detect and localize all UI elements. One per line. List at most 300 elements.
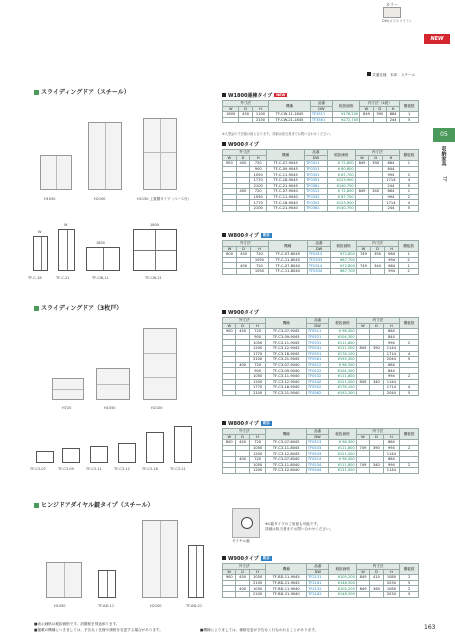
header-ih: H [383, 155, 400, 161]
cell-sh: 5 [400, 580, 419, 586]
color-note: DW(オフホワイト) [382, 19, 411, 23]
cabinet-hinged-h1050 [46, 562, 82, 598]
cell-price: ¥72,800 [331, 252, 357, 258]
cell-w: 1800 [223, 112, 239, 118]
cell-model: TF-C3-07-9045 [266, 329, 306, 335]
header-size: 外寸法 [223, 429, 266, 435]
table-row [223, 268, 419, 274]
header-inner: 内寸法 [356, 241, 398, 247]
header-id: D [373, 106, 386, 112]
cell-price: ¥176,100 [329, 385, 356, 391]
color-label: カラー [386, 2, 398, 7]
cell-ih: 1144 [383, 345, 400, 351]
header-w: W [223, 155, 237, 161]
header-id: D [370, 323, 383, 329]
cell-ih: 2044 [383, 390, 400, 396]
cell-price: ¥176,100 [329, 351, 356, 357]
cell-id: 340 [371, 263, 385, 269]
cell-model: TF-C3-18-9045 [266, 351, 306, 357]
cell-ih: 664 [383, 362, 400, 368]
cell-model: TF-C3-07-8045 [266, 440, 306, 446]
cell-ih: 884 [386, 112, 399, 118]
cell-price: ¥ 72,800 [327, 189, 355, 195]
cell-id [371, 268, 385, 274]
cell-h: 2100 [249, 591, 266, 597]
cell-h: 1200 [249, 379, 266, 385]
cell-model: TF-C-07-8045 [268, 252, 307, 258]
cell-h: 1050 [249, 462, 266, 468]
cell-h: 720 [251, 252, 268, 258]
header-product: 品番 [307, 564, 329, 570]
header-d: D [239, 106, 252, 112]
cell-sh: 4 [399, 200, 418, 206]
cell-price: ¥105,200 [329, 586, 356, 592]
cell-sh: 2 [399, 257, 419, 263]
header-shelves: 棚板数 [400, 564, 419, 575]
cell-sh: 2 [399, 172, 418, 178]
section-title-3door: スライディングドア（3枚戸） [34, 303, 122, 312]
cell-cw: TF0362 [305, 205, 328, 211]
cell-cw: TF3561 [310, 117, 332, 123]
cell-price: ¥111,800 [329, 462, 356, 468]
caption-h1050: H1050 [44, 197, 56, 201]
outline-tf-bd-11 [98, 570, 116, 598]
w900b-title: W900タイプ [222, 309, 259, 316]
cell-id: 410 [370, 575, 383, 581]
header-ih: H [383, 434, 400, 440]
header-id: D [369, 155, 383, 161]
cell-h: 1200 [249, 468, 266, 474]
dial-lock-icon [241, 517, 253, 529]
cell-sh: 4 [400, 385, 419, 391]
outline-tf-c3-12 [118, 443, 136, 463]
cell-h: 2100 [249, 580, 266, 586]
cell-w [223, 117, 239, 123]
cell-id: 390 [371, 252, 385, 258]
cell-cw: TF0551 [306, 351, 328, 357]
cell-price: ¥121,500 [329, 451, 356, 457]
new-badge: NEW [424, 34, 450, 44]
cell-id: 340 [370, 379, 383, 385]
cell-ih: 844 [383, 166, 400, 172]
header-w: W [223, 246, 237, 252]
header-iw: W [356, 434, 369, 440]
header-product: 品番 [306, 318, 328, 324]
cell-price: ¥ 96,300 [329, 329, 356, 335]
cell-id: 390 [370, 445, 383, 451]
header-h: H [249, 569, 266, 575]
cell-cw: TF2161 [307, 580, 329, 586]
header-inner: 内寸法（1段） [360, 101, 400, 107]
cell-ih: 1714 [383, 200, 400, 206]
cell-ih: 244 [383, 205, 400, 211]
cell-sh: 1 [400, 112, 419, 118]
cell-model: TF-C3-12-9045 [266, 345, 306, 351]
header-size: 外寸法 [223, 101, 269, 107]
cell-ih: 2030 [383, 580, 400, 586]
cell-h: 720 [250, 161, 267, 167]
cell-cw: TF0562 [306, 390, 328, 396]
cell-model: TF-C-11-8040 [268, 268, 307, 274]
w1800-note: ※大型品の寸法値は仮となります。詳細は担当者までお問い合わせください。 [222, 132, 333, 136]
cell-price: ¥121,500 [329, 379, 356, 385]
cell-cw: TF0533 [306, 445, 328, 451]
cell-model: TF-C3-12-8045 [266, 451, 306, 457]
caption-3door-1: H720 [62, 406, 72, 410]
cabinet-3door-h720 [52, 378, 84, 400]
header-price: 税抜価格 [327, 150, 355, 161]
cell-ih: 244 [383, 183, 400, 189]
cell-h: 1050 [249, 586, 266, 592]
cell-model: TF-C-21-9040 [267, 205, 305, 211]
cell-ih: 1714 [383, 385, 400, 391]
header-price: 税抜価格 [329, 429, 356, 440]
header-ih: H [383, 323, 400, 329]
cell-ih: 994 [383, 462, 400, 468]
cell-model: TF-BD-11-9045 [266, 575, 307, 581]
footer-note-2: ■掲載の機種につきましては、予告なく仕様や価格を変更する場合があります。 [34, 628, 163, 632]
cell-cw: TF0513 [306, 440, 328, 446]
outline-hinged-label-1: TF-BD-11 [98, 604, 115, 608]
cell-price: ¥ 96,300 [329, 456, 356, 462]
page-number: 163 [424, 624, 436, 631]
header-ih: H [386, 106, 399, 112]
cell-h: 1050 [249, 445, 266, 451]
header-dw: DW [310, 106, 332, 112]
cell-cw: TF0521 [306, 334, 328, 340]
cell-sh: 1 [399, 263, 419, 269]
cell-h: 720 [249, 440, 266, 446]
header-shelves: 棚板数 [400, 429, 419, 440]
cell-h: 1770 [250, 177, 267, 183]
cell-price: ¥193,300 [329, 390, 356, 396]
cell-d: 450 [236, 329, 249, 335]
cell-d [236, 205, 250, 211]
table-row [223, 117, 419, 123]
cell-model: TF-C3-11-9040 [266, 373, 306, 379]
cell-h: 2100 [250, 183, 267, 189]
cell-price: ¥87,700 [331, 268, 357, 274]
cell-sh: 5 [400, 357, 419, 363]
cell-sh: 1 [399, 252, 419, 258]
header-w: W [223, 569, 236, 575]
header-ih: H [385, 246, 399, 252]
header-ih: H [383, 569, 400, 575]
cell-cw: TF2132 [307, 586, 329, 592]
footer-note-3: ■機種によりましては、価格変更が予告なく行なわれることがあります。 [200, 628, 319, 632]
header-model: 機種 [267, 150, 305, 161]
w800-title: W800タイプ 既存 [222, 232, 272, 239]
cell-ih: 1144 [383, 468, 400, 474]
cell-d: 450 [236, 575, 249, 581]
cell-sh: 5 [400, 591, 419, 597]
cell-h: 2100 [249, 390, 266, 396]
cell-model: TF-BD-21-9045 [266, 580, 307, 586]
header-price: 税抜価格 [333, 101, 360, 112]
cell-model: TF-C3-12-8040 [266, 468, 306, 474]
cell-id [370, 390, 383, 396]
cell-price: ¥121,500 [329, 345, 356, 351]
cell-price: ¥ 96,300 [329, 362, 356, 368]
cell-cw: TF0312 [305, 189, 328, 195]
cell-ih: 664 [383, 161, 400, 167]
cell-cw: TF2131 [307, 575, 329, 581]
cell-ih: 1080 [383, 586, 400, 592]
cell-cw: TF0534 [306, 462, 328, 468]
cell-iw: 849 [360, 112, 373, 118]
dim-1800-a: 1800 [96, 241, 105, 245]
cell-h: 1200 [249, 345, 266, 351]
outline-hinged-label-2: TF-BD-21 [186, 604, 203, 608]
w900-spec-table [222, 149, 419, 212]
outline-label-1: TF-C-18 [28, 276, 42, 280]
outline-3door-label-3: TF-C3-11 [86, 467, 102, 471]
table-row [223, 591, 419, 597]
cell-iw [356, 268, 370, 274]
header-shelves: 棚板数 [400, 318, 419, 329]
cell-h: 900 [249, 334, 266, 340]
cell-sh: 1 [399, 161, 418, 167]
cabinet-h2150 [143, 118, 177, 190]
outline-tf-cw-11 [86, 247, 120, 271]
cell-cw: TF2162 [307, 591, 329, 597]
cell-iw [356, 390, 369, 396]
header-h: H [252, 106, 268, 112]
cell-sh: 2 [400, 445, 419, 451]
header-inner: 内寸法 [356, 429, 399, 435]
cell-h: 720 [249, 362, 266, 368]
cell-w: 900 [223, 575, 236, 581]
cell-sh: 2 [400, 462, 419, 468]
dim-w-1: W [38, 230, 42, 234]
cell-id [373, 117, 386, 123]
cell-sh: 4 [400, 351, 419, 357]
cell-iw [360, 117, 373, 123]
w800-spec-table [222, 240, 419, 275]
cell-ih: 664 [383, 329, 400, 335]
cell-cw: TF0512 [306, 362, 328, 368]
cell-cw: TF0511 [306, 329, 328, 335]
cell-ih: 1144 [383, 451, 400, 457]
cell-model: TF-C-11-9045 [267, 172, 305, 178]
cell-model: TF-C-18-9045 [267, 177, 305, 183]
cell-price: ¥111,800 [329, 373, 356, 379]
header-shelves: 棚板数 [400, 101, 419, 112]
header-price: 税抜価格 [329, 318, 356, 329]
header-inner: 内寸法 [356, 318, 399, 324]
header-h: H [250, 155, 267, 161]
cell-ih: 2044 [383, 357, 400, 363]
cell-cw: TF0541 [306, 345, 328, 351]
cell-price: ¥105,200 [329, 575, 356, 581]
cell-cw: TF0531 [306, 340, 328, 346]
caption-3door-3: H2100 [151, 406, 163, 410]
cell-ih: 994 [385, 257, 399, 263]
dial-lock-caption: ダイヤル錠 [232, 539, 250, 543]
outline-tf-c-21 [58, 229, 75, 271]
cell-model: TF-C3-11-8045 [266, 445, 306, 451]
header-size: 外寸法 [223, 241, 269, 247]
cell-cw: TF0361 [305, 183, 328, 189]
cell-d [236, 468, 249, 474]
header-d: D [237, 246, 251, 252]
cell-h: 720 [249, 456, 266, 462]
cell-id [370, 468, 383, 474]
caption-h2150: H2150 上置棚タイプ（ベース付） [137, 197, 192, 201]
cell-h: 720 [251, 263, 268, 269]
w900b-spec-table [222, 317, 419, 396]
outline-tf-c3-21 [174, 426, 192, 463]
caption-hinged-2: H2100 [150, 604, 162, 608]
footer-note-1: ■表示価格は税抜価格です。消費税を別途承ります。 [34, 622, 120, 626]
cell-price: ¥ 87,700 [327, 172, 355, 178]
cell-cw: TF0332 [305, 194, 328, 200]
cell-ih: 994 [383, 373, 400, 379]
cell-iw: 849 [356, 345, 369, 351]
cell-ih: 664 [383, 440, 400, 446]
cell-ih: 1714 [383, 351, 400, 357]
cell-model: TF-C-09-9045 [267, 166, 305, 172]
cell-iw: 749 [356, 252, 370, 258]
cell-model: TF-BD-11-9040 [266, 586, 307, 592]
cell-sh [400, 468, 419, 474]
cell-h: 1770 [249, 351, 266, 357]
header-w: W [223, 106, 239, 112]
cell-model: TF-C3-09-9045 [266, 334, 306, 340]
cell-model: TF-C3-21-9045 [266, 357, 306, 363]
header-id: D [370, 569, 383, 575]
cell-cw: TF0333 [307, 257, 331, 263]
cabinet-h2100 [88, 122, 122, 190]
cell-ih: 1714 [383, 177, 400, 183]
category-label: 収納家具 [440, 146, 447, 166]
header-iw: W [355, 155, 369, 161]
cell-cw: TF0321 [305, 166, 328, 172]
cell-d [239, 117, 252, 123]
cell-h: 900 [249, 368, 266, 374]
header-shelves: 棚板数 [399, 241, 419, 252]
outline-tf-c-18 [33, 236, 48, 271]
cell-model: TF-C3-12-9040 [266, 379, 306, 385]
cell-model: TF-CW-21-1845 [269, 117, 311, 123]
cell-h: 2150 [252, 117, 268, 123]
header-h: H [251, 246, 268, 252]
cell-cw: TF0331 [305, 172, 328, 178]
header-id: D [370, 434, 383, 440]
cell-h: 1050 [250, 172, 267, 178]
header-iw: W [360, 106, 373, 112]
cell-ih: 994 [383, 445, 400, 451]
cell-ih: 994 [385, 268, 399, 274]
legend: 共通仕様 本体：スチール [367, 72, 415, 78]
outline-tf-bd-21 [188, 545, 204, 598]
outline-3door-label-5: TF-C3-18 [142, 467, 158, 471]
header-d: D [236, 155, 250, 161]
caption-3door-2: H1050 [104, 406, 116, 410]
cell-d: 400 [236, 586, 249, 592]
outline-3door-label-4: TF-C3-12 [114, 467, 130, 471]
dim-w-2: W [64, 223, 68, 227]
header-product: 品番 [310, 101, 332, 107]
cell-sh: 2 [400, 586, 419, 592]
cell-sh: 5 [400, 390, 419, 396]
outline-tf-c3-18 [146, 432, 164, 463]
outline-tf-c3-09 [62, 448, 80, 463]
cell-w [223, 591, 236, 597]
cell-iw: 749 [356, 445, 369, 451]
cell-cw: TF3511 [310, 112, 332, 118]
outline-tf-c3-11 [90, 446, 108, 463]
cell-w [223, 468, 236, 474]
section-title-hinged: ヒンジドアダイヤル錠タイプ（スチール） [34, 500, 154, 509]
cell-price: ¥140,700 [327, 183, 355, 189]
outline-3door-label-6: TF-C3-21 [170, 467, 186, 471]
table-row [223, 390, 419, 396]
w800b-spec-table [222, 428, 419, 474]
header-product: 品番 [306, 429, 328, 435]
header-w: W [223, 434, 236, 440]
cell-iw: 849 [356, 379, 369, 385]
cell-d: 450 [236, 161, 250, 167]
header-h: H [249, 323, 266, 329]
cell-model: TF-C3-11-8040 [266, 462, 306, 468]
cell-d: 450 [239, 112, 252, 118]
cell-d: 400 [236, 362, 249, 368]
cell-model: TF-C3-21-9040 [266, 390, 306, 396]
cell-ih: 844 [383, 334, 400, 340]
table-row [223, 205, 419, 211]
cell-price: ¥121,500 [329, 468, 356, 474]
header-size: 外寸法 [223, 564, 266, 570]
cell-id: 390 [373, 112, 386, 118]
cell-price: ¥104,300 [329, 368, 356, 374]
cabinet-hinged-h2100 [142, 520, 178, 598]
cell-id: 340 [370, 462, 383, 468]
cell-ih: 664 [385, 263, 399, 269]
cell-sh: 2 [400, 340, 419, 346]
header-d: D [236, 569, 249, 575]
cell-h: 1050 [249, 373, 266, 379]
cell-h: 2100 [250, 205, 267, 211]
cell-iw: 849 [355, 161, 369, 167]
header-h: H [249, 434, 266, 440]
cell-cw: TF0334 [307, 268, 331, 274]
cell-ih: 1080 [383, 575, 400, 581]
header-d: D [236, 434, 249, 440]
cell-sh: 2 [399, 268, 419, 274]
cell-sh: 1 [399, 189, 418, 195]
cabinet-h1050 [40, 155, 72, 190]
cell-price: ¥111,800 [329, 340, 356, 346]
caption-h2100: H2100 [94, 197, 106, 201]
cell-price: ¥140,700 [327, 205, 355, 211]
cell-model: TF-C-21-9045 [267, 183, 305, 189]
cell-cw: TF0552 [306, 385, 328, 391]
outline-label-4: TF-CW-21 [145, 276, 162, 280]
cabinet-3door-h2100 [143, 328, 177, 400]
cell-sh: 5 [399, 205, 418, 211]
header-model: 機種 [269, 101, 311, 112]
cell-sh: 2 [400, 575, 419, 581]
header-price: 税抜価格 [329, 564, 356, 575]
outline-label-3: TF-CW-11 [92, 276, 109, 280]
cell-id: 360 [370, 586, 383, 592]
cell-model: TF-C-07-9045 [267, 161, 305, 167]
cell-price: ¥87,700 [331, 257, 357, 263]
cell-ih: 2030 [383, 591, 400, 597]
cell-w: 900 [223, 161, 237, 167]
cell-d [236, 390, 249, 396]
